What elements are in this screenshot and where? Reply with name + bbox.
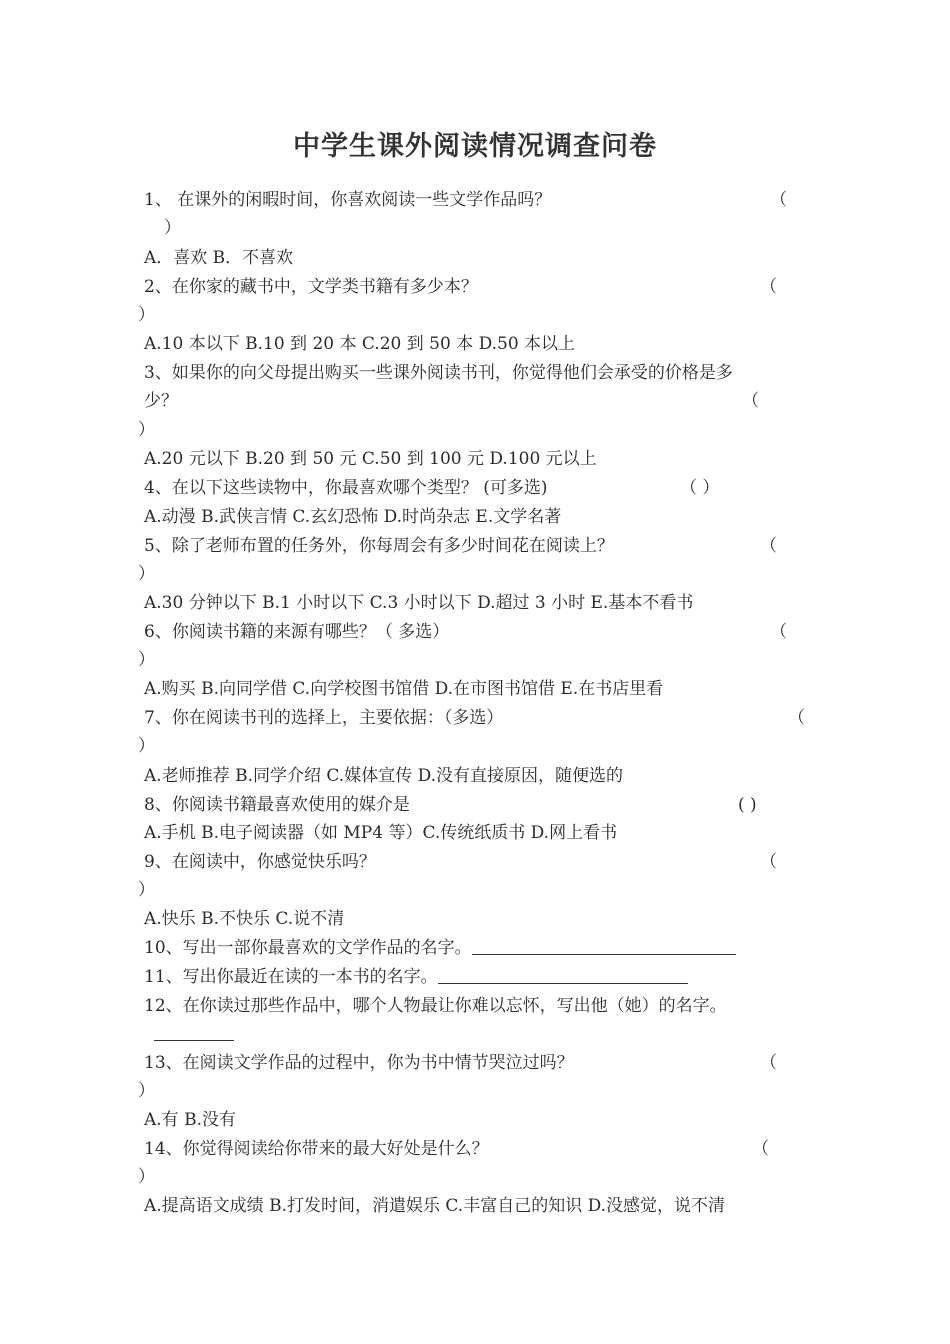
- question-4: 4、在以下这些读物中，你最喜欢哪个类型？ (可多选): [144, 478, 548, 498]
- question-11-text: 11、写出你最近在读的一本书的名字。: [144, 967, 438, 987]
- answer-paren-close-2: ）: [138, 305, 155, 325]
- question-14: 14、你觉得阅读给你带来的最大好处是什么？: [144, 1139, 489, 1159]
- options-8: A.手机 B.电子阅读器（如 MP4 等）C.传统纸质书 D.网上看书: [144, 823, 618, 843]
- answer-paren-close-7: ）: [138, 736, 155, 756]
- answer-paren-close-9: ）: [138, 880, 155, 900]
- answer-paren-close-13: ）: [138, 1081, 155, 1101]
- answer-paren-open-1: （: [770, 190, 787, 210]
- options-3: A.20 元以下 B.20 到 50 元 C.50 到 100 元 D.100 元以上: [144, 449, 597, 469]
- answer-paren-open-2: （: [760, 277, 777, 297]
- question-6: 6、你阅读书籍的来源有哪些？（ 多选）: [144, 622, 450, 642]
- options-13: A.有 B.没有: [144, 1110, 236, 1130]
- answer-paren-open-6: （: [770, 622, 787, 642]
- options-2: A.10 本以下 B.10 到 20 本 C.20 到 50 本 D.50 本以上: [144, 334, 576, 354]
- answer-paren-4: （ ）: [680, 478, 720, 498]
- options-1: A．喜欢 B．不喜欢: [144, 248, 294, 268]
- question-8: 8、你阅读书籍最喜欢使用的媒介是: [144, 795, 410, 815]
- answer-blank-11[interactable]: [438, 966, 688, 984]
- page-title: 中学生课外阅读情况调查问卷: [293, 131, 657, 162]
- answer-paren-open-13: （: [760, 1053, 777, 1073]
- options-6: A.购买 B.向同学借 C.向学校图书馆借 D.在市图书馆借 E.在书店里看: [144, 679, 664, 699]
- question-10-text: 10、写出一部你最喜欢的文学作品的名字。: [144, 938, 472, 958]
- question-1: 1、 在课外的闲暇时间，你喜欢阅读一些文学作品吗？: [144, 190, 552, 210]
- options-14: A.提高语文成绩 B.打发时间，消遣娱乐 C.丰富自己的知识 D.没感觉，说不清: [144, 1196, 726, 1216]
- answer-blank-12-line[interactable]: [154, 1023, 234, 1041]
- answer-paren-open-9: （: [760, 852, 777, 872]
- question-11: [144, 965, 688, 989]
- question-7: 7、你在阅读书刊的选择上，主要依据：（多选）: [144, 708, 504, 728]
- options-7: A.老师推荐 B.同学介绍 C.媒体宣传 D.没有直接原因，随便选的: [144, 766, 624, 786]
- question-2: 2、在你家的藏书中，文学类书籍有多少本？: [144, 277, 478, 297]
- options-9: A.快乐 B.不快乐 C.说不清: [144, 909, 345, 929]
- answer-paren-close-3: ）: [138, 420, 155, 440]
- options-4: A.动漫 B.武侠言情 C.玄幻恐怖 D.时尚杂志 E.文学名著: [144, 507, 562, 527]
- question-5: 5、除了老师布置的任务外，你每周会有多少时间花在阅读上？: [144, 536, 614, 556]
- options-5: A.30 分钟以下 B.1 小时以下 C.3 小时以下 D.超过 3 小时 E.基本不看书: [144, 593, 694, 613]
- answer-paren-open-3: （: [742, 391, 759, 411]
- answer-blank-10[interactable]: [472, 937, 736, 955]
- answer-paren-close-14: ）: [138, 1167, 155, 1187]
- answer-paren-close-1: ）: [164, 218, 181, 238]
- question-9: 9、在阅读中，你感觉快乐吗？: [144, 852, 376, 872]
- answer-paren-open-14: （: [752, 1139, 769, 1159]
- question-12: 12、在你读过那些作品中，哪个人物最让你难以忘怀，写出他（她）的名字。: [144, 996, 727, 1016]
- answer-paren-close-6: ）: [138, 650, 155, 670]
- answer-paren-open-5: （: [760, 536, 777, 556]
- question-3: 3、如果你的向父母提出购买一些课外阅读书刊，你觉得他们会承受的价格是多: [144, 363, 733, 383]
- question-13: 13、在阅读文学作品的过程中，你为书中情节哭泣过吗？: [144, 1053, 574, 1073]
- answer-paren-8: ( ): [738, 795, 757, 815]
- question-10: [144, 936, 736, 960]
- answer-blank-12[interactable]: [154, 1022, 234, 1046]
- question-3-cont: 少？: [144, 391, 178, 411]
- answer-paren-close-5: ）: [138, 564, 155, 584]
- answer-paren-open-7: （: [788, 708, 805, 728]
